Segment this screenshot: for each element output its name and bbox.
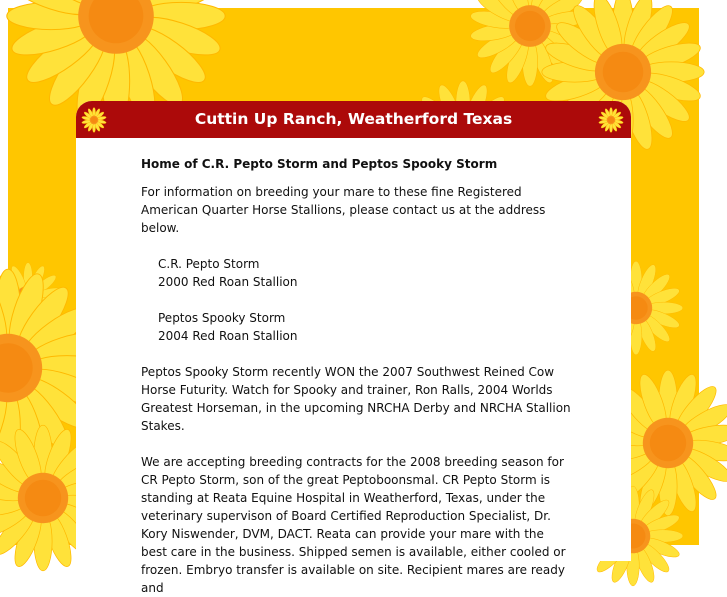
breeding-paragraph: We are accepting breeding contracts for the 2008 breeding season for CR Pepto Storm, son of the great Peptoboonsmal. CR Pepto Storm is standing at Reata Equine Hospital in Weatherford, Texas, under the veterinary supervison of Board Certified Reproduction Specialist, Dr. Kory Niswender, DVM, DACT. Reata can provide your mare with the best care in the business. Shipped semen is available, either cooled or frozen. Embryo transfer is available on site. Recipient mares are ready and [141,453,571,597]
stallion-1-desc: 2000 Red Roan Stallion [141,273,571,291]
intro-paragraph: For information on breeding your mare to these fine Registered American Quarter Horse Stallions, please contact us at the address below. [141,183,571,237]
main-content [141,155,571,597]
stallion-2-desc: 2004 Red Roan Stallion [141,327,571,345]
news-paragraph: Peptos Spooky Storm recently WON the 2007 Southwest Reined Cow Horse Futurity. Watch for Spooky and trainer, Ron Ralls, 2004 Worlds Greatest Horseman, in the upcoming NRCHA Derby and NRCHA Stallion Stakes. [141,363,571,435]
content-card [76,101,631,561]
content-heading: Home of C.R. Pepto Storm and Peptos Spooky Storm [141,155,571,173]
sunflower-icon [599,108,623,132]
sunflower-icon-shape [598,108,623,133]
stallion-1-name: C.R. Pepto Storm [141,255,571,273]
page-title: Cuttin Up Ranch, Weatherford Texas [76,101,631,138]
title-bar [76,101,631,138]
stallion-2-name: Peptos Spooky Storm [141,309,571,327]
